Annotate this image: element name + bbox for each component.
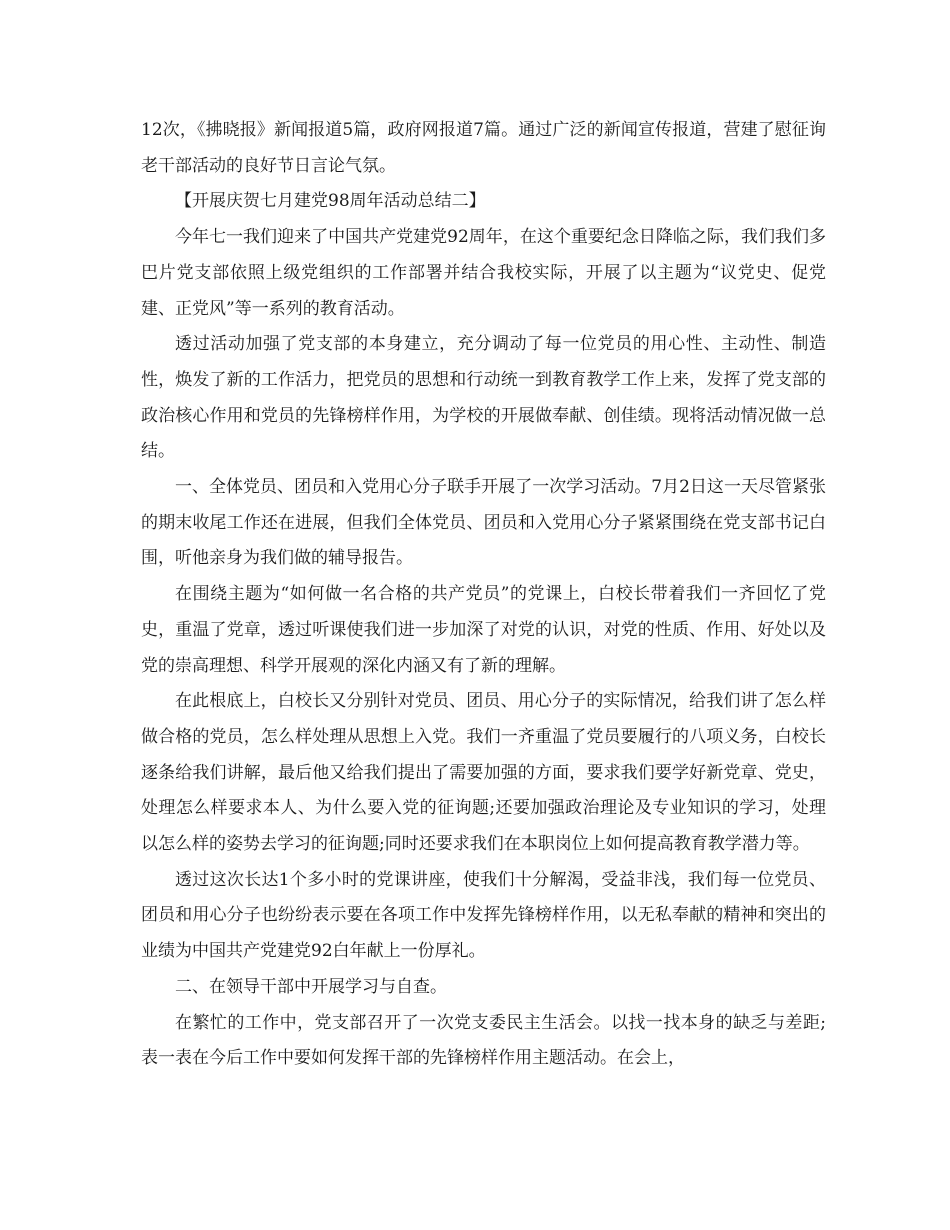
- document-body: [141, 113, 826, 1077]
- paragraph-8: 透过这次长达1个多小时的党课讲座，使我们十分解渴，受益非浅，我们每一位党员、团员和用心分子也纷纷表示要在各项工作中发挥先锋榜样作用，以无私奉献的精神和突出的业绩为中国共产党建党92白年献上一份厚礼。: [141, 869, 826, 962]
- paragraph-5: 一、全体党员、团员和入党用心分子联手开展了一次学习活动。7月2日这一天尽管紧张的期末收尾工作还在进展，但我们全体党员、团员和入党用心分子紧紧围绕在党支部书记白围，听他亲身为我们做的辅导报告。: [141, 477, 826, 569]
- paragraph-1: 12次，《拂晓报》新闻报道5篇，政府网报道7篇。通过广泛的新闻宣传报道，营建了慰征询老干部活动的良好节日言论气氛。: [141, 120, 826, 176]
- paragraph-7: 在此根底上，白校长又分别针对党员、团员、用心分子的实际情况，给我们讲了怎么样做合格的党员，怎么样处理从思想上入党。我们一齐重温了党员要履行的八项义务，白校长逐条给我们讲解，最后他又给我们提出了需要加强的方面，要求我们要学好新党章、党史，处理怎么样要求本人、为什么要入党的征询题;还要加强政治理论及专业知识的学习，处理以怎么样的姿势去学习的征询题;同时还要求我们在本职岗位上如何提高教育教学潜力等。: [141, 691, 826, 855]
- paragraph-10: 在繁忙的工作中，党支部召开了一次党支委民主生活会。以找一找本身的缺乏与差距;表一表在今后工作中要如何发挥干部的先锋榜样作用主题活动。在会上，: [141, 1012, 826, 1069]
- paragraph-6: 在围绕主题为“如何做一名合格的共产党员”的党课上，白校长带着我们一齐回忆了党史，重温了党章，透过听课使我们进一步加深了对党的认识，对党的性质、作用、好处以及党的崇高理想、科学开展观的深化内涵又有了新的理解。: [141, 584, 826, 676]
- paragraph-4: 透过活动加强了党支部的本身建立，充分调动了每一位党员的用心性、主动性、制造性，焕发了新的工作活力，把党员的思想和行动统一到教育教学工作上来，发挥了党支部的政治核心作用和党员的先锋榜样作用，为学校的开展做奉献、创佳绩。现将活动情况做一总结。: [141, 334, 826, 462]
- paragraph-9: 二、在领导干部中开展学习与自查。: [175, 976, 447, 997]
- paragraph-3: 今年七一我们迎来了中国共产党建党92周年，在这个重要纪念日降临之际，我们我们多巴片党支部依照上级党组织的工作部署并结合我校实际，开展了以主题为“议党史、促党建、正党风”等一系列的教育活动。: [141, 227, 826, 319]
- section-heading: 【开展庆贺七月建党98周年活动总结二】: [175, 191, 486, 212]
